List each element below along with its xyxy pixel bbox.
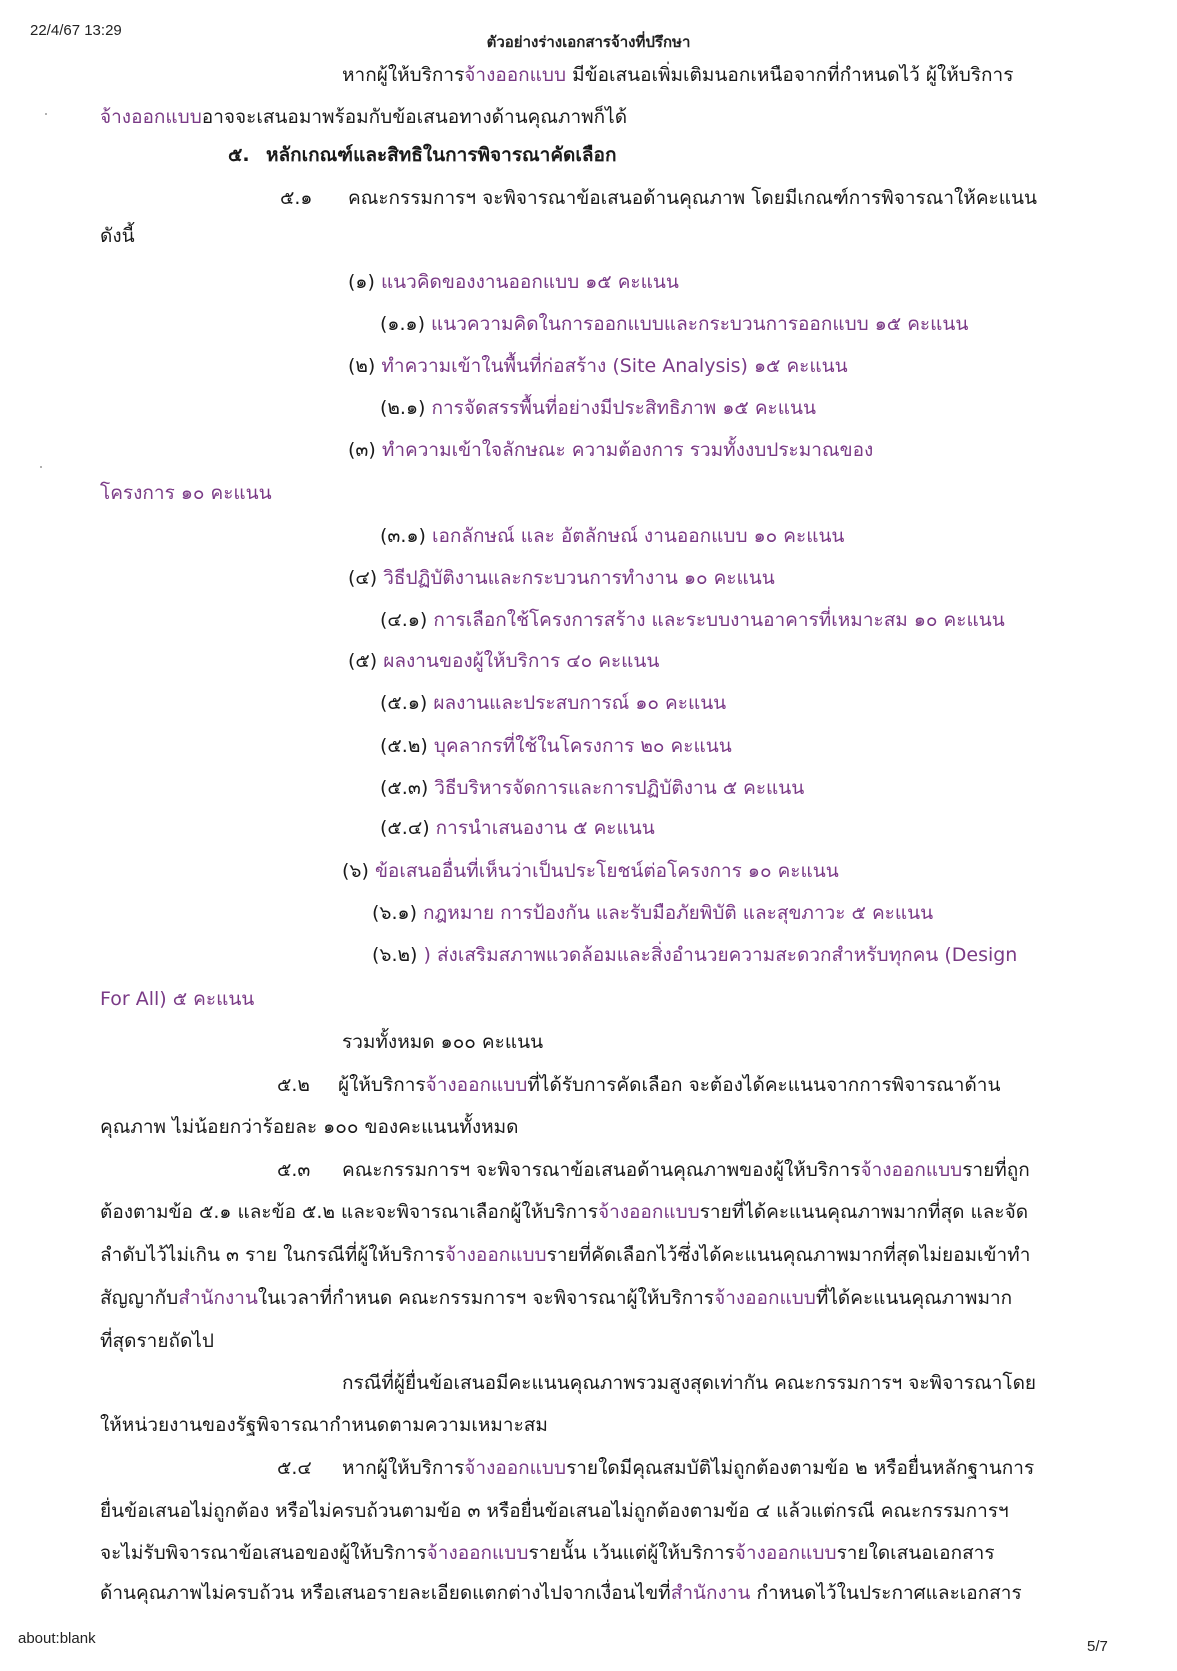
text-segment: กรณีที่ผู้ยื่นข้อเสนอมีคะแนนคุณภาพรวมสูงสุดเท่ากัน คณะกรรมการฯ จะพิจารณาโดย (342, 1372, 1037, 1394)
text-segment: รายนั้น เว้นแต่ผู้ให้บริการ (528, 1542, 735, 1564)
text-line (342, 1370, 1036, 1396)
text-line (100, 104, 627, 130)
text-segment: (๒.๑) (380, 397, 432, 419)
text-segment: รายใดเสนอเอกสาร (836, 1542, 995, 1564)
text-line (380, 311, 968, 337)
text-line (380, 733, 732, 759)
footer-url: about:blank (18, 1630, 96, 1647)
text-line (100, 1285, 1012, 1311)
scan-speck (45, 113, 47, 115)
highlighted-text: จ้างออกแบบ (444, 1244, 547, 1266)
text-segment: (๕.๑) (380, 692, 434, 714)
bold-text: ๕. (228, 144, 250, 166)
text-segment: รายที่คัดเลือกไว้ซึ่งได้คะแนนคุณภาพมากที่สุดไม่ยอมเข้าทำ (546, 1244, 1031, 1266)
highlighted-text: กฎหมาย การป้องกัน และรับมือภัยพิบัติ และสุขภาวะ ๕ คะแนน (423, 902, 934, 924)
text-segment: ที่สุดรายถัดไป (100, 1330, 214, 1352)
text-line (348, 648, 659, 674)
text-line (380, 815, 655, 841)
text-segment: รายใดมีคุณสมบัติไม่ถูกต้องตามข้อ ๒ หรือยื่นหลักฐานการ (566, 1457, 1035, 1479)
text-line (380, 775, 804, 801)
text-segment: จะไม่รับพิจารณาข้อเสนอของผู้ให้บริการ (100, 1542, 427, 1564)
text-segment: (๑.๑) (380, 313, 432, 335)
text-segment: (๔) (348, 567, 384, 589)
text-segment: ดังนี้ (100, 225, 135, 247)
text-line (342, 62, 1013, 88)
text-segment: อาจจะเสนอมาพร้อมกับข้อเสนอทางด้านคุณภาพก็ได้ (201, 106, 628, 128)
text-segment: หากผู้ให้บริการ (342, 1457, 465, 1479)
text-segment: ๕.๔ (277, 1457, 312, 1479)
text-line (100, 1412, 548, 1438)
text-segment: ต้องตามข้อ ๕.๑ และข้อ ๕.๒ และจะพิจารณาเลือกผู้ให้บริการ (100, 1201, 598, 1223)
text-line (100, 1114, 518, 1140)
highlighted-text: ข้อเสนออื่นที่เห็นว่าเป็นประโยชน์ต่อโครงการ ๑๐ คะแนน (374, 860, 839, 882)
highlighted-text: จ้างออกแบบ (714, 1287, 816, 1309)
highlighted-text: จ้างออกแบบ (425, 1074, 528, 1096)
text-segment: (๔.๑) (380, 609, 434, 631)
text-segment: (๖.๒) (372, 944, 424, 966)
text-segment: (๖) (342, 860, 375, 882)
text-line (342, 1157, 1030, 1183)
text-line (100, 1242, 1030, 1268)
text-segment: (๕.๓) (380, 777, 435, 799)
text-segment: (๒) (348, 355, 382, 377)
text-line (100, 1328, 214, 1354)
text-line (380, 395, 816, 421)
text-segment: ลำดับไว้ไม่เกิน ๓ ราย ในกรณีที่ผู้ให้บริการ (100, 1244, 445, 1266)
text-segment: (๓.๑) (380, 525, 432, 547)
text-segment: ๕.๒ (277, 1074, 310, 1096)
text-line (100, 223, 135, 249)
text-segment: (๑) (348, 271, 381, 293)
text-segment: รายที่ถูก (962, 1159, 1030, 1181)
text-segment: คณะกรรมการฯ จะพิจารณาข้อเสนอด้านคุณภาพ โดยมีเกณฑ์การพิจารณาให้คะแนน (348, 187, 1037, 209)
highlighted-text: วิธีบริหารจัดการและการปฏิบัติงาน ๕ คะแนน (434, 777, 805, 799)
text-line (277, 1455, 312, 1481)
highlighted-text: การจัดสรรพื้นที่อย่างมีประสิทธิภาพ ๑๕ คะแนน (431, 397, 816, 419)
highlighted-text: จ้างออกแบบ (597, 1201, 700, 1223)
text-line (380, 690, 726, 716)
highlighted-text: จ้างออกแบบ (426, 1542, 529, 1564)
text-line (342, 1455, 1034, 1481)
highlighted-text: จ้างออกแบบ (734, 1542, 837, 1564)
text-line (348, 437, 873, 463)
text-segment: สัญญากับ (100, 1287, 179, 1309)
highlighted-text: ) ส่งเสริมสภาพแวดล้อมและสิ่งอำนวยความสะดวกสำหรับทุกคน (Design (423, 944, 1018, 966)
text-line (348, 269, 679, 295)
highlighted-text: แนวความคิดในการออกแบบและกระบวนการออกแบบ ๑๕ คะแนน (431, 313, 969, 335)
text-line (228, 142, 250, 168)
text-line (277, 1072, 310, 1098)
text-segment: คุณภาพ ไม่น้อยกว่าร้อยละ ๑๐๐ ของคะแนนทั้งหมด (100, 1116, 519, 1138)
print-datetime: 22/4/67 13:29 (30, 22, 122, 39)
text-segment: ที่ได้คะแนนคุณภาพมาก (815, 1287, 1013, 1309)
text-segment: ยื่นข้อเสนอไม่ถูกต้อง หรือไม่ครบถ้วนตามข้อ ๓ หรือยื่นข้อเสนอไม่ถูกต้องตามข้อ ๔ แล้วแต่กรณี คณะกรรมการฯ (100, 1500, 1009, 1522)
highlighted-text: For All) ๕ คะแนน (100, 988, 255, 1010)
bold-text: หลักเกณฑ์และสิทธิในการพิจารณาคัดเลือก (266, 144, 617, 166)
text-segment: กำหนดไว้ในประกาศและเอกสาร (750, 1582, 1022, 1604)
text-line (266, 142, 616, 168)
text-line (348, 353, 848, 379)
highlighted-text: โครงการ ๑๐ คะแนน (100, 482, 272, 504)
highlighted-text: ทำความเข้าใจลักษณะ ความต้องการ รวมทั้งงบประมาณของ (381, 439, 874, 461)
text-segment: (๕) (348, 650, 384, 672)
highlighted-text: เอกลักษณ์ และ อัตลักษณ์ งานออกแบบ ๑๐ คะแนน (431, 525, 845, 547)
text-segment: (๓) (348, 439, 382, 461)
text-segment: ให้หน่วยงานของรัฐพิจารณากำหนดตามความเหมาะสม (100, 1414, 548, 1436)
text-line (277, 1157, 310, 1183)
highlighted-text: สำนักงาน (670, 1582, 751, 1604)
text-line (100, 1580, 1022, 1606)
text-segment: ๕.๓ (277, 1159, 311, 1181)
text-segment: หากผู้ให้บริการ (342, 64, 465, 86)
text-segment: ๕.๑ (280, 187, 313, 209)
text-segment: รายที่ได้คะแนนคุณภาพมากที่สุด และจัด (699, 1201, 1029, 1223)
highlighted-text: การเลือกใช้โครงการสร้าง และระบบงานอาคารที่เหมาะสม ๑๐ คะแนน (433, 609, 1005, 631)
text-line (100, 1498, 1009, 1524)
text-line (100, 1199, 1028, 1225)
highlighted-text: สำนักงาน (178, 1287, 258, 1309)
highlighted-text: จ้างออกแบบ (100, 106, 202, 128)
text-segment: ที่ได้รับการคัดเลือก จะต้องได้คะแนนจากการพิจารณาด้าน (527, 1074, 1001, 1096)
text-segment: (๕.๔) (380, 817, 436, 839)
text-line (372, 942, 1017, 968)
highlighted-text: จ้างออกแบบ (464, 1457, 567, 1479)
text-line (372, 900, 933, 926)
highlighted-text: ผลงานและประสบการณ์ ๑๐ คะแนน (433, 692, 727, 714)
text-segment: คณะกรรมการฯ จะพิจารณาข้อเสนอด้านคุณภาพของผู้ให้บริการ (342, 1159, 861, 1181)
highlighted-text: บุคลากรที่ใช้ในโครงการ ๒๐ คะแนน (433, 735, 732, 757)
text-line (100, 480, 272, 506)
text-line (100, 986, 254, 1012)
text-line (338, 1072, 1000, 1098)
text-segment: มีข้อเสนอเพิ่มเติมนอกเหนือจากที่กำหนดไว้ ผู้ให้บริการ (566, 64, 1014, 86)
text-line (348, 185, 1037, 211)
text-line (342, 1029, 543, 1055)
text-line (380, 607, 1005, 633)
document-title: ตัวอย่างร่างเอกสารจ้างที่ปรึกษา (486, 33, 691, 51)
highlighted-text: จ้างออกแบบ (464, 64, 567, 86)
text-segment: (๕.๒) (380, 735, 434, 757)
text-line (380, 523, 844, 549)
highlighted-text: วิธีปฏิบัติงานและกระบวนการทำงาน ๑๐ คะแนน (383, 567, 775, 589)
text-segment: ผู้ให้บริการ (338, 1074, 426, 1096)
highlighted-text: แนวคิดของงานออกแบบ ๑๕ คะแนน (380, 271, 679, 293)
page-number: 5/7 (1087, 1638, 1108, 1655)
highlighted-text: จ้างออกแบบ (860, 1159, 963, 1181)
text-segment: ในเวลาที่กำหนด คณะกรรมการฯ จะพิจารณาผู้ให้บริการ (257, 1287, 715, 1309)
highlighted-text: การนำเสนองาน ๕ คะแนน (435, 817, 655, 839)
text-segment: (๖.๑) (372, 902, 424, 924)
highlighted-text: ผลงานของผู้ให้บริการ ๔๐ คะแนน (383, 650, 660, 672)
text-line (342, 858, 839, 884)
text-line (100, 1540, 995, 1566)
text-segment: ด้านคุณภาพไม่ครบถ้วน หรือเสนอรายละเอียดแตกต่างไปจากเงื่อนไขที่ (100, 1582, 671, 1604)
scan-speck (40, 466, 42, 468)
text-line (348, 565, 775, 591)
text-line (280, 185, 312, 211)
highlighted-text: ทำความเข้าในพื้นที่ก่อสร้าง (Site Analysis) ๑๕ คะแนน (381, 355, 848, 377)
text-segment: รวมทั้งหมด ๑๐๐ คะแนน (342, 1031, 544, 1053)
